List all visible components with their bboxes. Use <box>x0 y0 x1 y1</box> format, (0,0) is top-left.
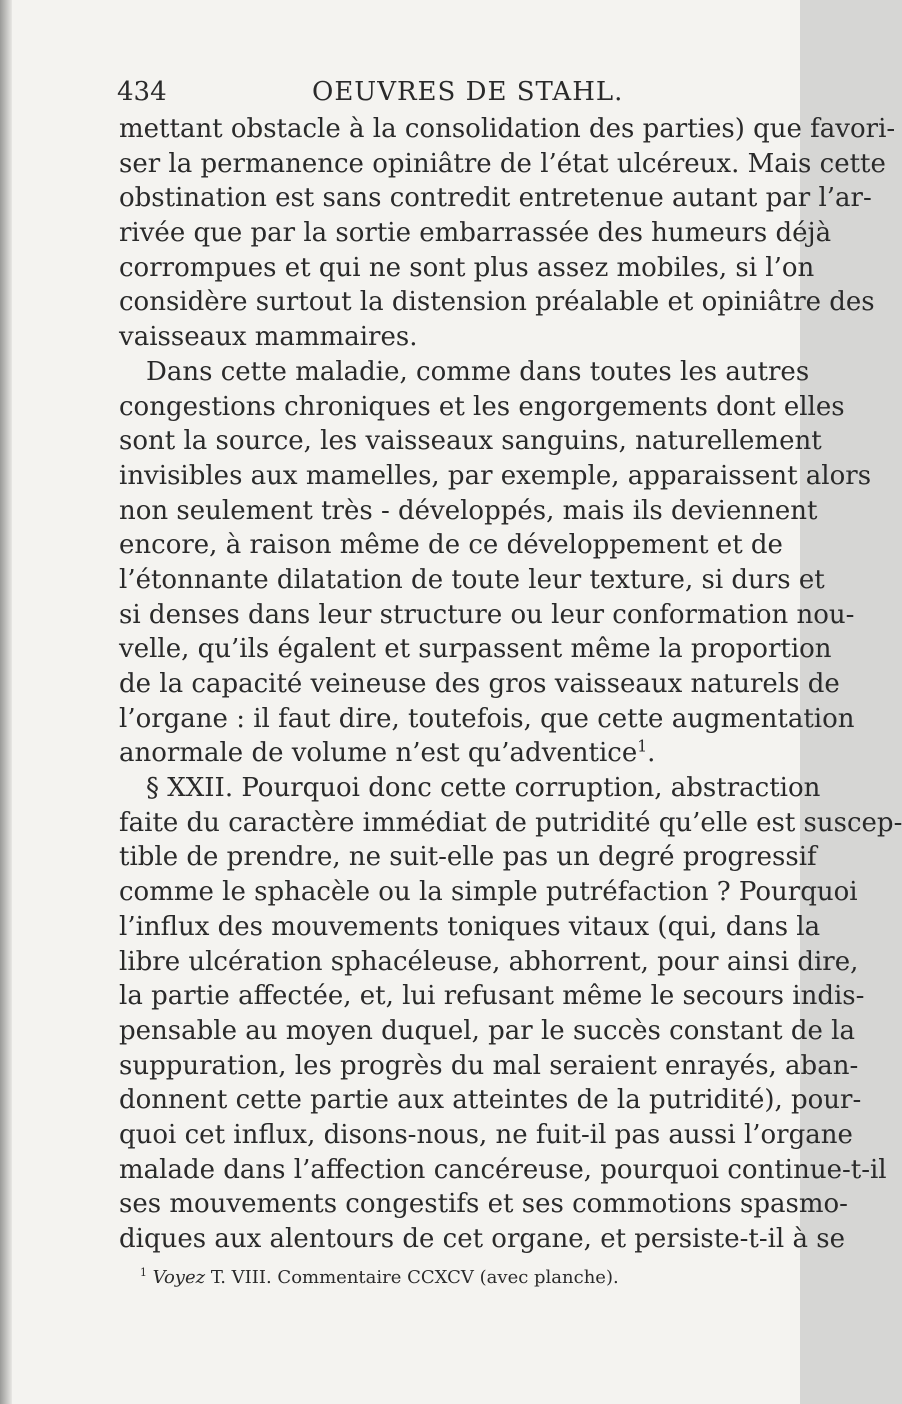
text-line-with-footnote-ref <box>119 736 729 771</box>
page-header <box>117 74 727 110</box>
body-text <box>119 112 902 1257</box>
text-line: mettant obstacle à la consolidation des parties) que favori- <box>119 114 896 144</box>
text-line: non seulement très - développés, mais ils deviennent <box>119 495 818 526</box>
text-line: libre ulcération sphacéleuse, abhorrent, pour ainsi dire, <box>119 946 859 977</box>
text-line: tible de prendre, ne suit-elle pas un degré progressif <box>119 842 817 873</box>
text-line: ses mouvements congestifs et ses commotions spasmo- <box>119 1189 848 1220</box>
text-line: quoi cet influx, disons-nous, ne fuit-il pas aussi l’organe <box>119 1119 853 1150</box>
text-line: sont la source, les vaisseaux sanguins, naturellement <box>119 426 822 457</box>
footnote <box>140 1265 700 1291</box>
text-line: l’organe : il faut dire, toutefois, que cette augmentation <box>119 703 855 734</box>
text-line: de la capacité veineuse des gros vaisseaux naturels de <box>119 669 840 699</box>
text-line: l’étonnante dilatation de toute leur texture, si durs et <box>119 564 825 595</box>
text-line: vaisseaux mammaires. <box>119 322 418 353</box>
section-start-line: § XXII. Pourquoi donc cette corruption, abstraction <box>146 773 821 804</box>
text-line: considère surtout la distension préalable et opiniâtre des <box>119 287 875 318</box>
text-line: comme le sphacèle ou la simple putréfaction ? Pourquoi <box>119 877 858 908</box>
text-line: l’influx des mouvements toniques vitaux (qui, dans la <box>119 911 821 942</box>
sentence-end: . <box>647 738 656 769</box>
page-gutter-shadow <box>0 0 12 1404</box>
footnote-text: T. VIII. Commentaire CCXCV (avec planche). <box>210 1267 619 1288</box>
footnote-marker: 1 <box>140 1266 147 1279</box>
text-line: rivée que par la sortie embarrassée des humeurs déjà <box>119 218 832 249</box>
page-number: 434 <box>117 77 167 107</box>
text-line: obstination est sans contredit entretenue autant par l’ar- <box>119 183 872 214</box>
text-line: malade dans l’affection cancéreuse, pourquoi continue-t-il <box>119 1154 887 1185</box>
paragraph-start-line: Dans cette maladie, comme dans toutes les autres <box>146 356 810 387</box>
text-line: suppuration, les progrès du mal seraient enrayés, aban- <box>119 1050 859 1081</box>
text-line-content: anormale de volume n’est qu’adventice <box>119 738 638 769</box>
text-line: congestions chroniques et les engorgements dont elles <box>119 391 845 422</box>
footnote-lead: Voyez <box>152 1267 206 1288</box>
text-line: corrompues et qui ne sont plus assez mobiles, si l’on <box>119 252 815 283</box>
text-line: invisibles aux mamelles, par exemple, apparaissent alors <box>119 460 872 491</box>
text-line: encore, à raison même de ce développement et de <box>119 530 783 561</box>
text-line: la partie affectée, et, lui refusant même le secours indis- <box>119 981 865 1012</box>
text-line: faite du caractère immédiat de putridité qu’elle est suscep- <box>119 807 902 838</box>
footnote-reference: 1 <box>637 737 648 756</box>
text-line: donnent cette partie aux atteintes de la putridité), pour- <box>119 1085 862 1116</box>
text-line: ser la permanence opiniâtre de l’état ulcéreux. Mais cette <box>119 148 886 179</box>
running-title: OEUVRES DE STAHL. <box>312 77 624 107</box>
text-line: diques aux alentours de cet organe, et persiste-t-il à se <box>119 1224 845 1254</box>
text-line: si denses dans leur structure ou leur conformation nou- <box>119 599 855 630</box>
text-line: velle, qu’ils égalent et surpassent même la proportion <box>119 634 832 665</box>
text-line: pensable au moyen duquel, par le succès constant de la <box>119 1015 855 1046</box>
